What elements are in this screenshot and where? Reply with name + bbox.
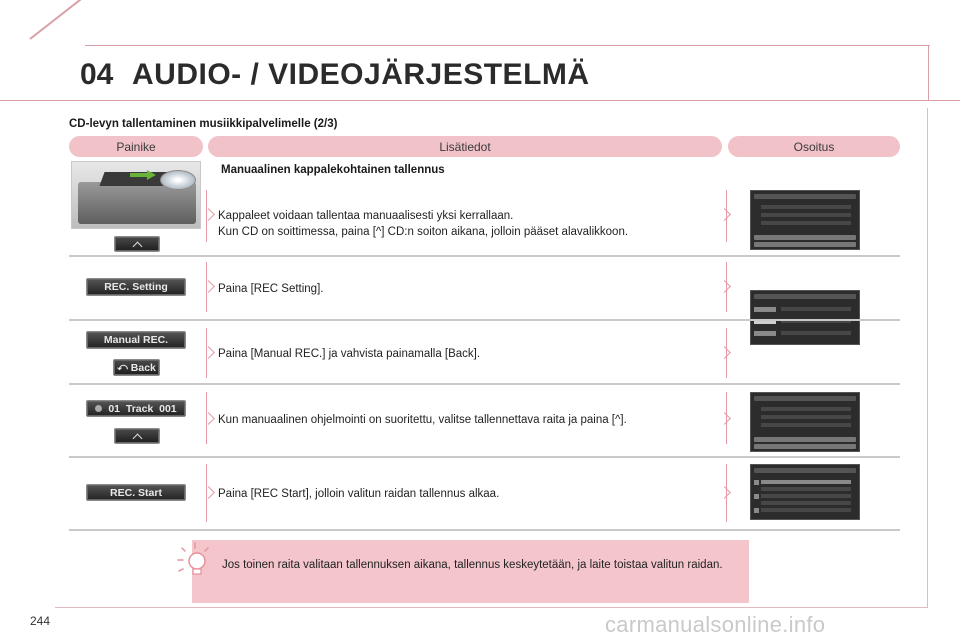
watermark: carmanualsonline.info xyxy=(605,612,826,637)
rec-start-button[interactable]: REC. Start xyxy=(86,484,186,501)
chapter-title: AUDIO- / VIDEOJÄRJESTELMÄ xyxy=(132,58,590,91)
row-separator xyxy=(69,529,900,531)
back-button-label: Back xyxy=(130,361,156,374)
chapter-number: 04 xyxy=(80,58,114,91)
up-arrow-button[interactable] xyxy=(114,428,160,444)
column-header-info: Lisätiedot xyxy=(208,136,722,157)
up-arrow-button[interactable] xyxy=(114,236,160,252)
track-button-label: 01 Track 001 xyxy=(108,402,177,415)
lightbulb-icon xyxy=(176,541,214,579)
note-text: Jos toinen raita valitaan tallennuksen aikana, tallennus keskeytetään, ja laite toistaa valitun raidan. xyxy=(222,559,723,571)
disc-icon xyxy=(95,405,102,412)
page-subtitle: CD-levyn tallentaminen musiikkipalvelimelle (2/3) xyxy=(69,118,338,130)
cd-player-illustration xyxy=(71,161,201,229)
header-top-line xyxy=(85,45,930,46)
header-right-line xyxy=(928,45,929,101)
row-separator xyxy=(69,456,900,458)
column-header-location: Osoitus xyxy=(728,136,900,157)
row2-text-line1: Paina [REC Setting]. xyxy=(218,283,324,295)
row-separator xyxy=(69,383,900,385)
row1-text-line2: Kun CD on soittimessa, paina [^] CD:n soiton aikana, jolloin pääset alavalikkoon. xyxy=(218,226,629,238)
chevron-up-icon xyxy=(132,433,142,443)
row2-screen-thumbnail xyxy=(750,290,860,345)
column-header-button: Painike xyxy=(69,136,203,157)
row5-text-line1: Paina [REC Start], jolloin valitun raidan tallennus alkaa. xyxy=(218,488,500,500)
chevron-up-icon xyxy=(132,241,142,251)
cd-disc-icon xyxy=(160,170,196,190)
row3-text-line1: Paina [Manual REC.] ja vahvista painamalla [Back]. xyxy=(218,348,481,360)
header-diagonal-line xyxy=(29,0,85,40)
row-separator xyxy=(69,255,900,257)
row4-text-line1: Kun manuaalinen ohjelmointi on suoritettu, valitse tallennettava raita ja paina [^]. xyxy=(218,414,627,426)
header-divider xyxy=(0,100,960,101)
rec-setting-button[interactable]: REC. Setting xyxy=(86,278,186,296)
back-button[interactable] xyxy=(113,359,160,376)
section-title: Manuaalinen kappalekohtainen tallennus xyxy=(221,164,445,176)
row4-screen-thumbnail xyxy=(750,392,860,452)
manual-rec-button[interactable]: Manual REC. xyxy=(86,331,186,349)
back-arrow-icon: ⤺ xyxy=(117,362,128,373)
page-number: 244 xyxy=(30,614,51,628)
row5-screen-thumbnail xyxy=(750,464,860,520)
row1-text-line1: Kappaleet voidaan tallentaa manuaalisesti yksi kerrallaan. xyxy=(218,210,514,222)
row-separator xyxy=(69,319,900,321)
row1-screen-thumbnail xyxy=(750,190,860,250)
track-button[interactable] xyxy=(86,400,186,417)
